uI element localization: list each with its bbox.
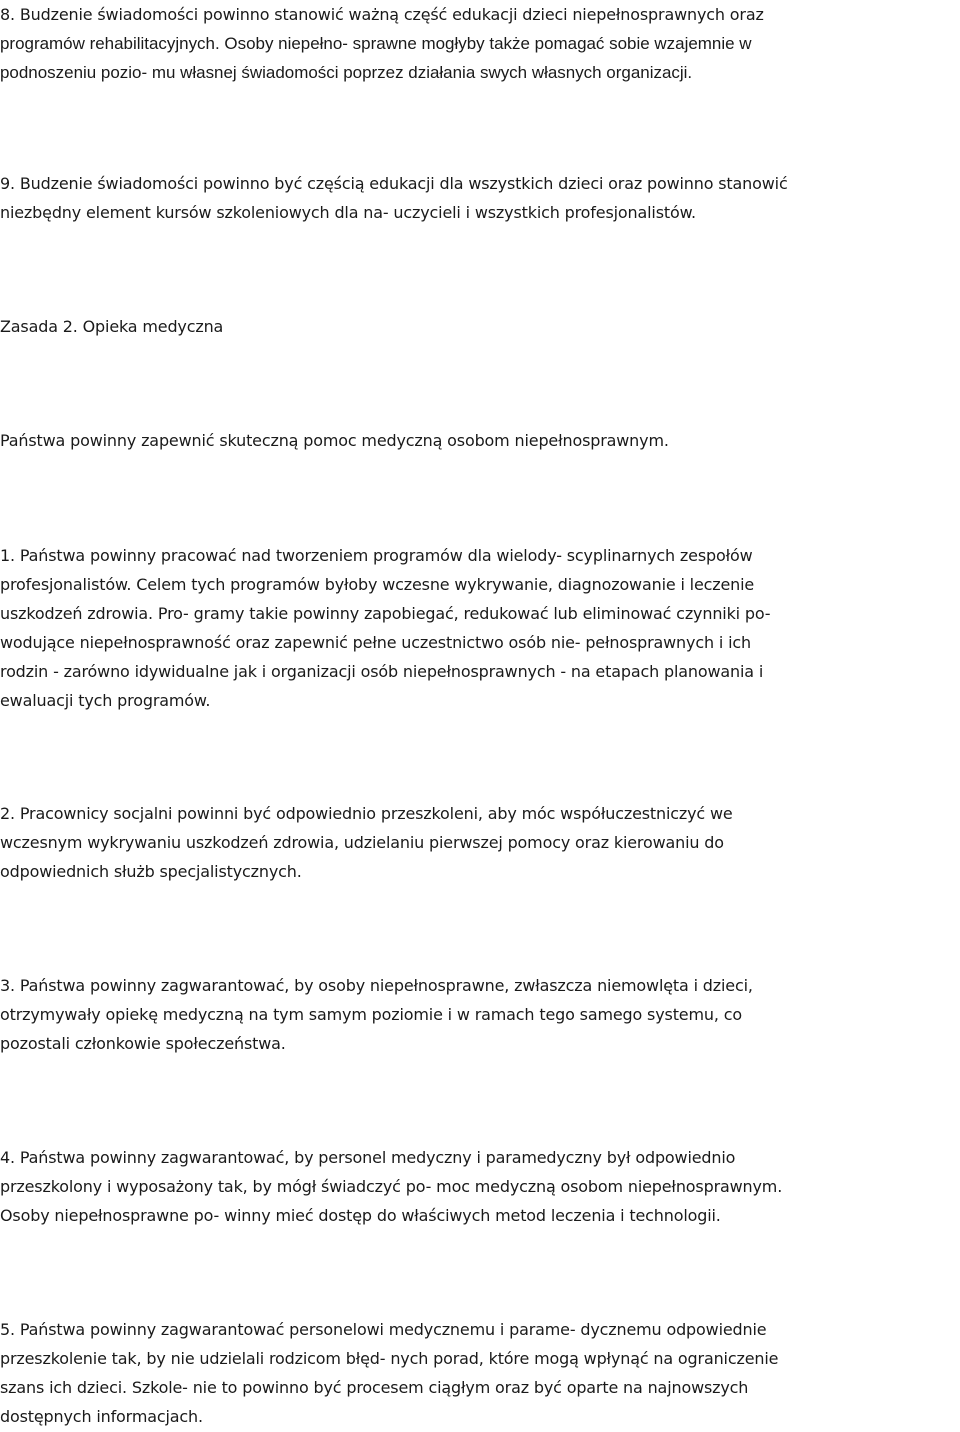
paragraph-line: szans ich dzieci. Szkole- nie to powinno być procesem ciągłym oraz być oparte na najnowszych (0, 1378, 749, 1397)
paragraph-line: uszkodzeń zdrowia. Pro- gramy takie powinny zapobiegać, redukować lub eliminować czynniki po- (0, 604, 771, 623)
paragraph-line: przeszkolenie tak, by nie udzielali rodzicom błęd- nych porad, które mogą wpłynąć na ograniczenie (0, 1349, 779, 1368)
section-intro (0, 426, 958, 455)
paragraph-line: 8. Budzenie świadomości powinno stanowić ważną część edukacji dzieci niepełnosprawnych oraz (0, 5, 764, 24)
paragraph-line: 3. Państwa powinny zagwarantować, by osoby niepełnosprawne, zwłaszcza niemowlęta i dzieci, (0, 976, 753, 995)
paragraph-line: przeszkolony i wyposażony tak, by mógł świadczyć po- moc medyczną osobom niepełnosprawnym. (0, 1177, 783, 1196)
paragraph-8 (0, 0, 958, 87)
paragraph-line: profesjonalistów. Celem tych programów byłoby wczesne wykrywanie, diagnozowanie i leczenie (0, 575, 755, 594)
intro-text: Państwa powinny zapewnić skuteczną pomoc medyczną osobom niepełnosprawnym. (0, 431, 669, 450)
paragraph-line: 2. Pracownicy socjalni powinni być odpowiednio przeszkoleni, aby móc współuczestniczyć we (0, 804, 733, 823)
paragraph-line: odpowiednich służb specjalistycznych. (0, 862, 302, 881)
heading-text: Zasada 2. Opieka medyczna (0, 317, 224, 336)
paragraph-line: wczesnym wykrywaniu uszkodzeń zdrowia, udzielaniu pierwszej pomocy oraz kierowaniu do (0, 833, 724, 852)
paragraph-line: Osoby niepełnosprawne po- winny mieć dostęp do właściwych metod leczenia i technologii. (0, 1206, 721, 1225)
paragraph-line: dostępnych informacjach. (0, 1407, 203, 1426)
paragraph-9 (0, 169, 958, 227)
rule-2 (0, 799, 958, 886)
rule-3 (0, 971, 958, 1058)
paragraph-line: pozostali członkowie społeczeństwa. (0, 1034, 286, 1053)
paragraph-line: 9. Budzenie świadomości powinno być częścią edukacji dla wszystkich dzieci oraz powinno stanowić (0, 174, 788, 193)
paragraph-line: ewaluacji tych programów. (0, 691, 211, 710)
paragraph-line: niezbędny element kursów szkoleniowych dla na- uczycieli i wszystkich profesjonalistów. (0, 203, 696, 222)
paragraph-line: rodzin - zarówno idywidualne jak i organizacji osób niepełnosprawnych - na etapach planowania i (0, 662, 764, 681)
rule-4 (0, 1143, 958, 1230)
rule-5 (0, 1315, 958, 1431)
section-heading (0, 312, 958, 341)
paragraph-line: wodujące niepełnosprawność oraz zapewnić pełne uczestnictwo osób nie- pełnosprawnych i ich (0, 633, 751, 652)
rule-1 (0, 541, 958, 715)
paragraph-line: 4. Państwa powinny zagwarantować, by personel medyczny i paramedyczny był odpowiednio (0, 1148, 736, 1167)
paragraph-line: 1. Państwa powinny pracować nad tworzeniem programów dla wielody- scyplinarnych zespołów (0, 546, 753, 565)
paragraph-line: programów rehabilitacyjnych. Osoby niepełno- sprawne mogłyby także pomagać sobie wzajemnie w (0, 34, 752, 53)
paragraph-line: podnoszeniu pozio- mu własnej świadomości poprzez działania swych własnych organizacji. (0, 63, 693, 82)
paragraph-line: 5. Państwa powinny zagwarantować personelowi medycznemu i parame- dycznemu odpowiednie (0, 1320, 767, 1339)
paragraph-line: otrzymywały opiekę medyczną na tym samym poziomie i w ramach tego samego systemu, co (0, 1005, 742, 1024)
